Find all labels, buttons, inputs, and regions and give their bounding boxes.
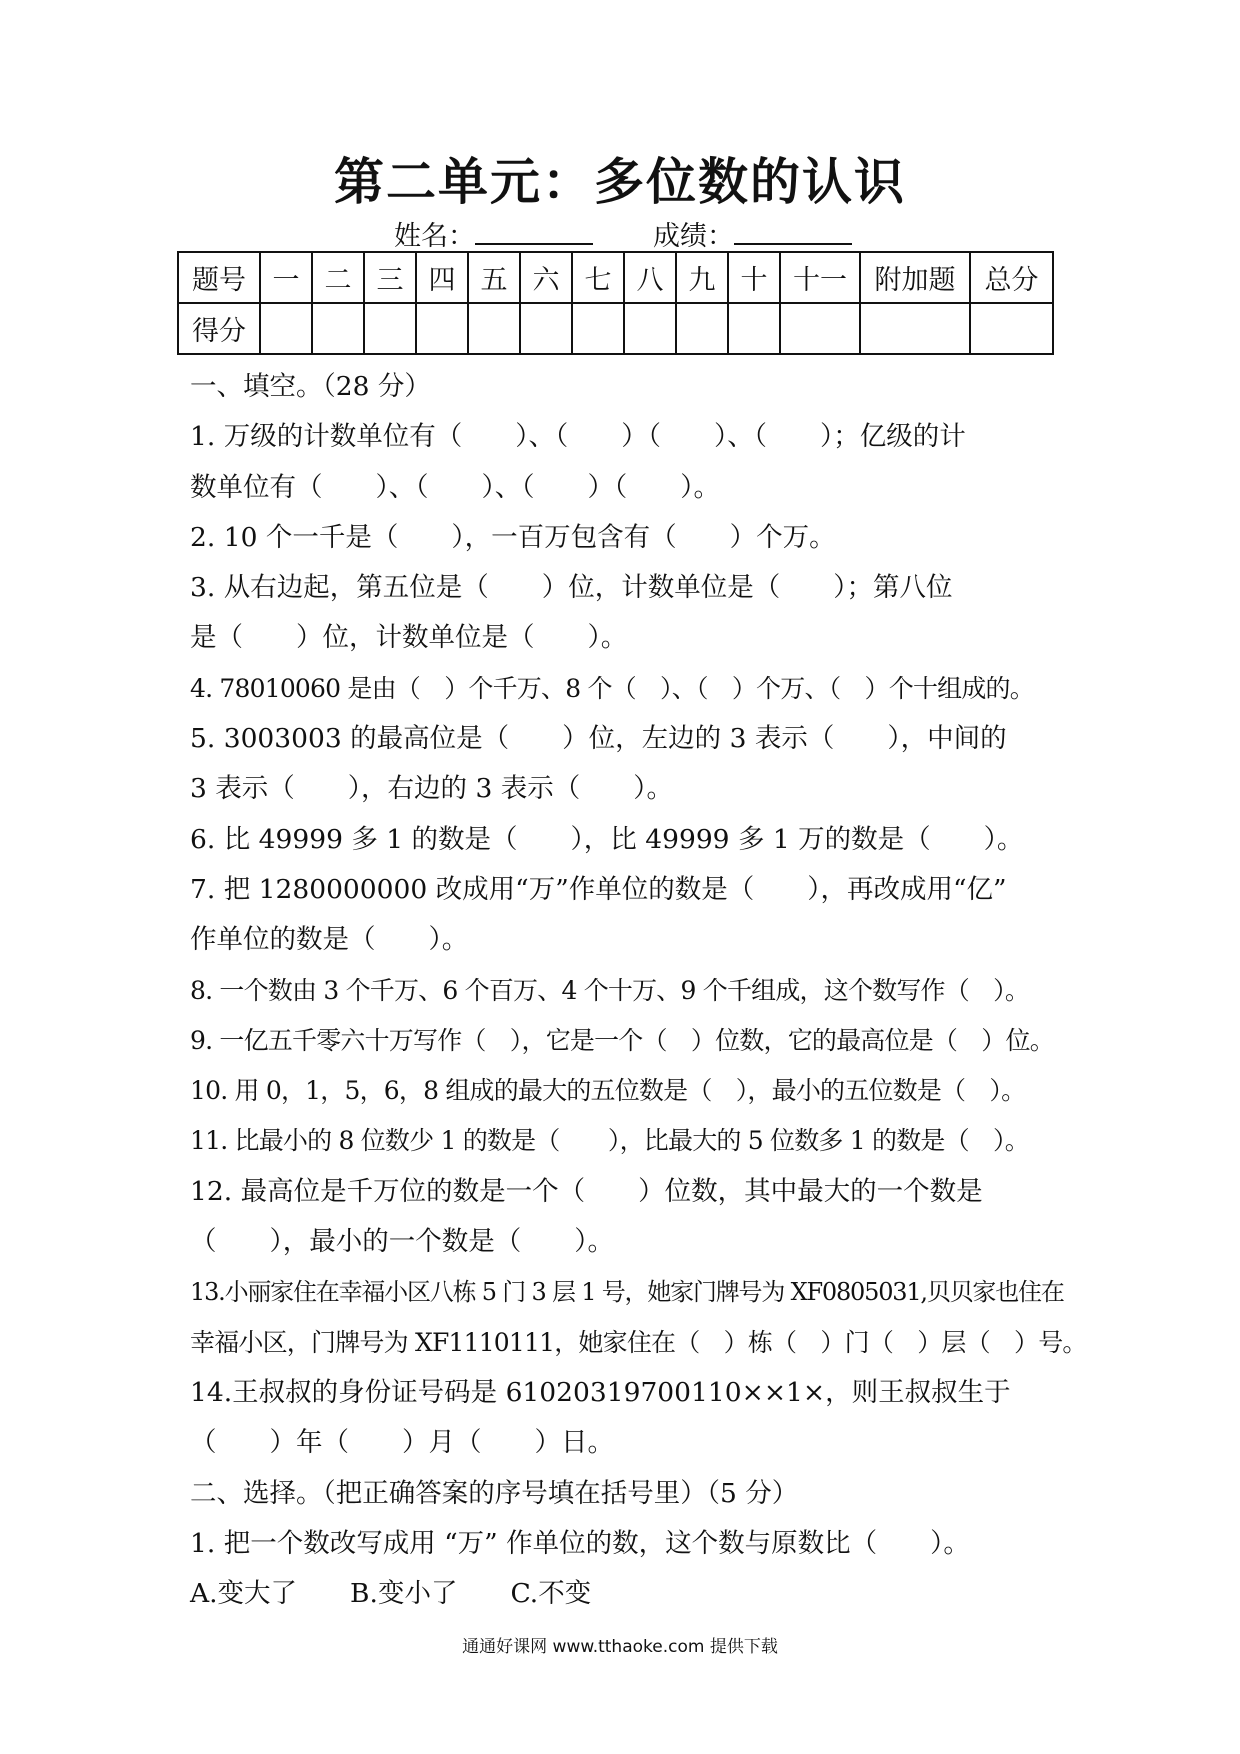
student-info-row	[394, 214, 912, 253]
table-header-cell: 十	[728, 252, 780, 303]
score-cell	[970, 303, 1053, 354]
score-cell	[364, 303, 416, 354]
score-cell	[468, 303, 520, 354]
footer-credit: 通通好课网 www.tthaoke.com 提供下载	[462, 1637, 778, 1657]
table-header-cell: 一	[260, 252, 312, 303]
score-cell	[416, 303, 468, 354]
table-header-cell: 十一	[780, 252, 860, 303]
table-header-cell: 总分	[970, 252, 1053, 303]
question-body	[190, 362, 1087, 1619]
question-line: 是（ ）位，计数单位是（ ）。	[190, 622, 628, 654]
score-row-label: 得分	[178, 303, 260, 354]
table-header-cell: 题号	[178, 252, 260, 303]
question-line: 8. 一个数由 3 个千万、6 个百万、4 个十万、9 个千组成，这个数写作（ ）。	[190, 975, 1030, 1005]
question-line: 数单位有（ ）、（ ）、（ ）（ ）。	[190, 471, 720, 503]
question-line: （ ）年（ ）月（ ）日。	[190, 1427, 614, 1459]
score-table	[177, 251, 1054, 355]
table-header-cell: 三	[364, 252, 416, 303]
score-cell	[312, 303, 364, 354]
table-header-cell: 四	[416, 252, 468, 303]
score-cell	[728, 303, 780, 354]
question-line: 2. 10 个一千是（ ），一百万包含有（ ）个万。	[190, 521, 836, 553]
question-line: 1. 万级的计数单位有（ ）、（ ）（ ）、（ ）；亿级的计	[190, 421, 966, 453]
score-cell	[260, 303, 312, 354]
page-title: 第二单元：多位数的认识	[334, 153, 906, 211]
section-heading-choice: 二、选择。（把正确答案的序号填在括号里）（5 分）	[190, 1477, 799, 1509]
section-heading-fill-blank: 一、填空。（28 分）	[190, 371, 431, 402]
table-header-cell: 九	[676, 252, 728, 303]
score-table-score-row	[178, 303, 1053, 354]
score-cell	[860, 303, 970, 354]
question-line: 7. 把 1280000000 改成用“万”作单位的数是（ ），再改成用“亿”	[190, 873, 1007, 905]
question-line: 9. 一亿五千零六十万写作（ ），它是一个（ ）位数，它的最高位是（ ）位。	[190, 1025, 1054, 1055]
table-header-cell: 五	[468, 252, 520, 303]
name-label: 姓名：	[394, 221, 475, 252]
question-line: 6. 比 49999 多 1 的数是（ ），比 49999 多 1 万的数是（ ）。	[190, 823, 1024, 855]
score-cell	[572, 303, 624, 354]
question-line: 11. 比最小的 8 位数少 1 的数是（ ），比最大的 5 位数多 1 的数是（ ）。	[190, 1126, 1029, 1156]
score-cell	[520, 303, 572, 354]
question-line: 10. 用 0，1，5，6，8 组成的最大的五位数是（ ），最小的五位数是（ ）。	[190, 1076, 1026, 1106]
question-line: 5. 3003003 的最高位是（ ）位，左边的 3 表示（ ），中间的	[190, 723, 1007, 755]
score-table-header-row	[178, 252, 1053, 303]
answer-options: A.变大了 B.变小了 C.不变	[190, 1578, 592, 1610]
question-line: （ ），最小的一个数是（ ）。	[190, 1226, 614, 1258]
question-line: 14.王叔叔的身份证号码是 61020319700110××1×，则王叔叔生于	[190, 1376, 1011, 1408]
score-cell	[676, 303, 728, 354]
name-blank	[475, 217, 593, 245]
score-blank	[734, 217, 852, 245]
score-cell	[780, 303, 860, 354]
table-header-cell: 六	[520, 252, 572, 303]
question-line: 12. 最高位是千万位的数是一个（ ）位数，其中最大的一个数是	[190, 1175, 983, 1207]
question-line: 3. 从右边起，第五位是（ ）位，计数单位是（ ）；第八位	[190, 572, 953, 604]
question-line: 幸福小区，门牌号为 XF1110111，她家住在（ ）栋（ ）门（ ）层（ ）号。	[190, 1327, 1087, 1357]
table-header-cell: 七	[572, 252, 624, 303]
score-label: 成绩：	[653, 221, 734, 252]
question-line: 3 表示（ ），右边的 3 表示（ ）。	[190, 773, 673, 805]
score-cell	[624, 303, 676, 354]
question-line: 13.小丽家住在幸福小区八栋 5 门 3 层 1 号，她家门牌号为 XF0805031,贝贝家也住在	[190, 1278, 1064, 1307]
table-header-cell: 二	[312, 252, 364, 303]
question-line: 4. 78010060 是由（ ）个千万、8 个（ ）、（ ）个万、（ ）个十组成的。	[190, 673, 1034, 703]
question-line: 1. 把一个数改写成用 “万” 作单位的数，这个数与原数比（ ）。	[190, 1527, 970, 1559]
question-line: 作单位的数是（ ）。	[190, 924, 469, 956]
table-header-cell: 八	[624, 252, 676, 303]
table-header-cell: 附加题	[860, 252, 970, 303]
